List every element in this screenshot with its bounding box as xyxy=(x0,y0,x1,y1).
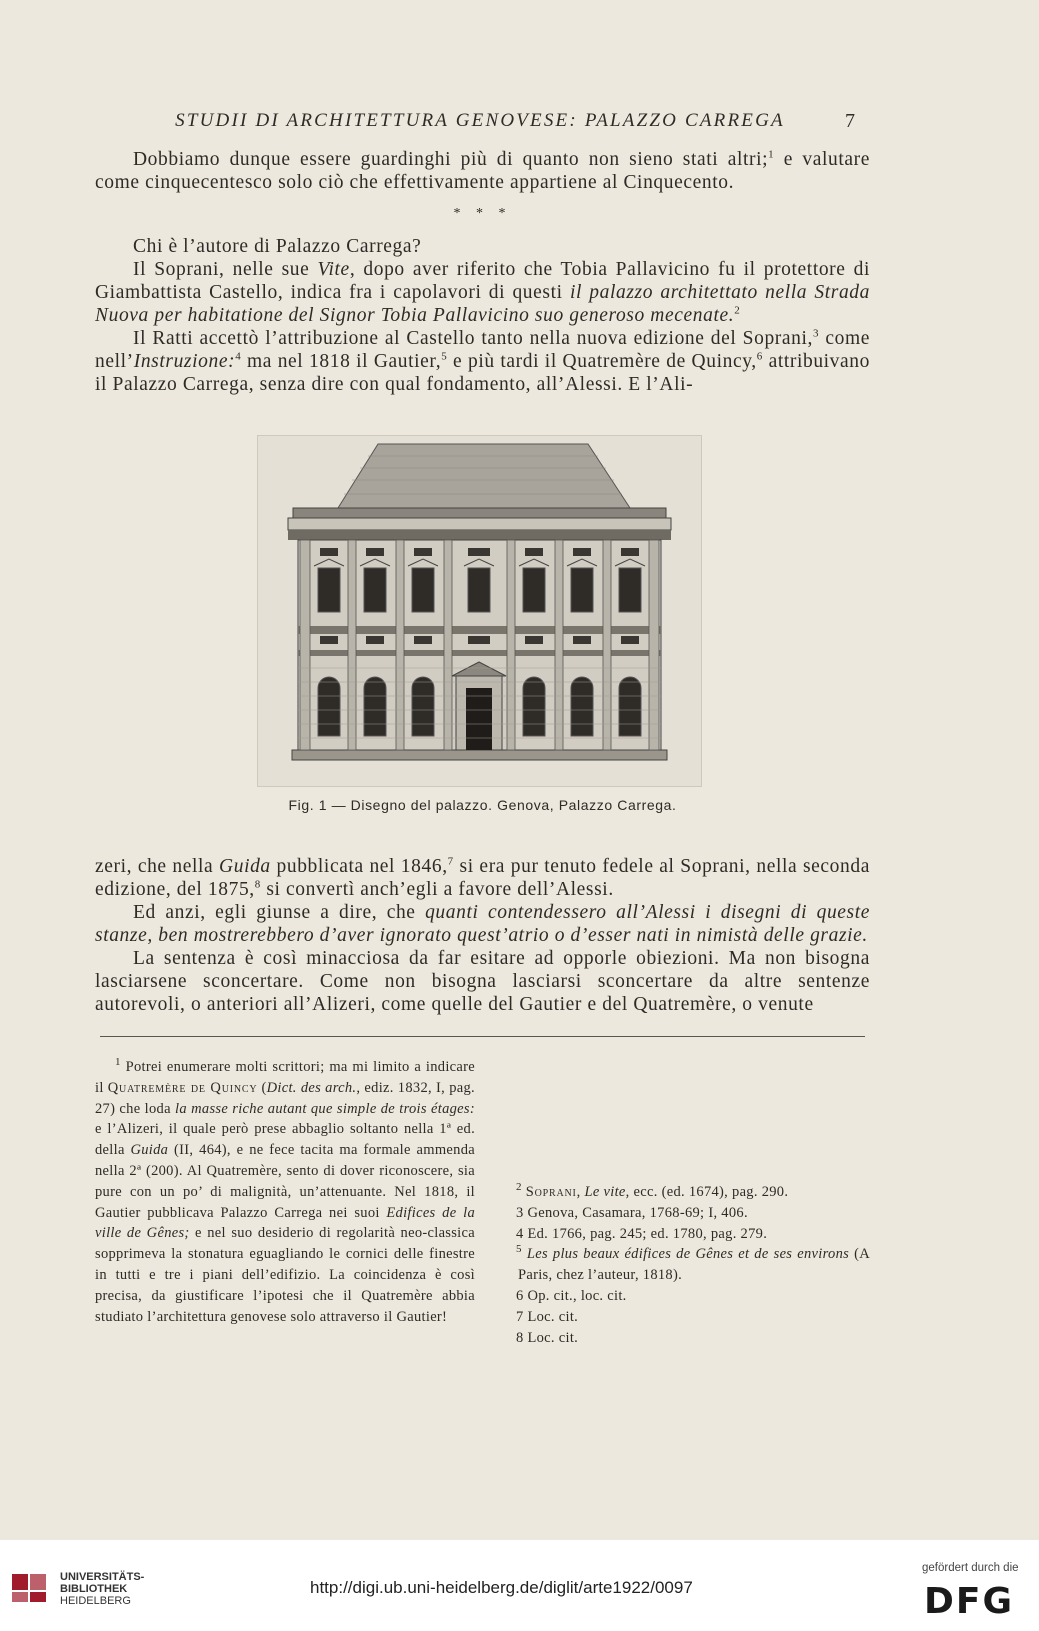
body-text-bottom xyxy=(95,855,870,1016)
footnote-2: $^2$ Soprani, Le vite, ecc. (ed. 1674), pag. 290. xyxy=(516,1181,789,1200)
footnote-ref[interactable]: 5 xyxy=(441,350,448,363)
paragraph: Il Soprani, nelle sue Vite, dopo aver riferito che Tobia Pallavicino fu il protettore di Giambattista Castello, indica fra i capolavori di questi il palazzo architettato nella Strada Nuova per habitatione del Signor Tobia Pallavicino suo generoso mecenate.$^2$ xyxy=(95,259,871,326)
footnote-ref[interactable]: 2 xyxy=(734,304,741,317)
paragraph: Ed anzi, egli giunse a dire, che quanti contendessero all’Alessi i disegni di queste stanze, ben mostrerebbero d’aver ignorato quest’atrio o d’esser nati in nimistà delle grazie. xyxy=(95,902,871,946)
body-text-top xyxy=(95,148,870,396)
paragraph: Dobbiamo dunque essere guardinghi più di quanto non sieno stati altri;$^1$ e valutare come cinquecentesco solo ciò che effettivamente appartiene al Cinquecento. xyxy=(95,148,870,193)
footnote-3: 3 Genova, Casamara, 1768-69; I, 406. xyxy=(516,1204,748,1221)
university-library-logo-icon xyxy=(10,1568,50,1608)
footnote-7: 7 Loc. cit. xyxy=(516,1308,579,1325)
paragraph: Chi è l’autore di Palazzo Carrega? xyxy=(133,236,422,257)
page-number: 7 xyxy=(845,110,855,132)
footnotes-right-column xyxy=(498,1182,870,1348)
footnote-ref[interactable]: 3 xyxy=(813,327,820,340)
footnote-ref[interactable]: 7 xyxy=(447,855,454,868)
palazzo-facade-drawing xyxy=(258,436,701,786)
funding-label: gefördert durch die xyxy=(922,1562,1019,1574)
footnote-ref[interactable]: 8 xyxy=(254,878,261,891)
library-name: UNIVERSITÄTS- BIBLIOTHEK HEIDELBERG xyxy=(60,1571,145,1607)
footnote-6: 6 Op. cit., loc. cit. xyxy=(516,1287,627,1304)
footnote-divider xyxy=(100,1036,865,1037)
figure-caption: Fig. 1 — Disegno del palazzo. Genova, Palazzo Carrega. xyxy=(288,797,677,813)
paragraph: La sentenza è così minacciosa da far esitare ad opporle obiezioni. Ma non bisogna lasciarsene sconcertare. Come non bisogna lasciarsi sconcertare da altre sentenze autorevoli, o anteriori all’Alizeri, come quelle del Gautier e del Quatremère, o venute xyxy=(95,948,870,1015)
footnote-ref[interactable]: 4 xyxy=(235,350,242,363)
document-url-link[interactable]: http://digi.ub.uni-heidelberg.de/diglit/arte1922/0097 xyxy=(310,1578,693,1597)
footer-bar xyxy=(0,1540,1039,1631)
paragraph: Il Ratti accettò l’attribuzione al Castello tanto nella nuova edizione del Soprani,$^3$ come nell’Instruzione:$^4$ ma nel 1818 il Gautier,$^5$ e più tardi il Quatremère de Quincy,$^6$ attribuivano il Palazzo Carrega, senza dire con qual fondamento, all’Alessi. E l’Ali- xyxy=(95,327,870,395)
footnote-8: 8 Loc. cit. xyxy=(516,1329,579,1346)
footnote-ref[interactable]: 1 xyxy=(768,148,775,161)
footnote-5: $^5$ Les plus beaux édifices de Gênes et de ses environs (A Paris, chez l’auteur, 1818). xyxy=(516,1243,871,1284)
running-head: STUDII DI ARCHITETTURA GENOVESE: PALAZZO CARREGA xyxy=(175,110,785,131)
footnote-ref[interactable]: 6 xyxy=(756,350,763,363)
dfg-logo: DFG xyxy=(924,1581,1015,1622)
paragraph: zeri, che nella Guida pubblicata nel 1846,$^7$ si era pur tenuto fedele al Soprani, nella seconda edizione, del 1875,$^8$ si convertì anch’egli a favore dell’Alessi. xyxy=(95,855,870,900)
section-separator: * * * xyxy=(453,206,512,221)
footnote-4: 4 Ed. 1766, pag. 245; ed. 1780, pag. 279. xyxy=(516,1225,768,1242)
footnote-1: $^1$ Potrei enumerare molti scrittori; ma mi limito a indicare il Quatremère de Quincy (Dict. des arch., ediz. 1832, I, pag. 27) che loda la masse riche autant que simple de trois étages: e l’Alizeri, il quale però prese abbaglio soltanto nella 1ª ed. della Guida (II, 464), e ne fece tacita ma formale ammenda nella 2ª (200). Al Quatremère, sento di dover riconoscere, sia pure con un po’ di malignità, un’attenuante. Nel 1818, il Gautier pubblicava Palazzo Carrega nei suoi Edifices de la ville de Gênes; e nel suo desiderio di regolarità neo-classica sopprimeva la stonatura eguagliando le cornici delle finestre in tutti e tre i piani dell’edifizio. La coincidenza è così precisa, da giustificare l’ipotesi che il Quatremère abbia studiato l’architettura genovese solo attraverso il Gautier! xyxy=(95,1056,476,1325)
footnotes-left-column xyxy=(95,1057,475,1327)
palazzo-facade-figure xyxy=(257,435,702,787)
